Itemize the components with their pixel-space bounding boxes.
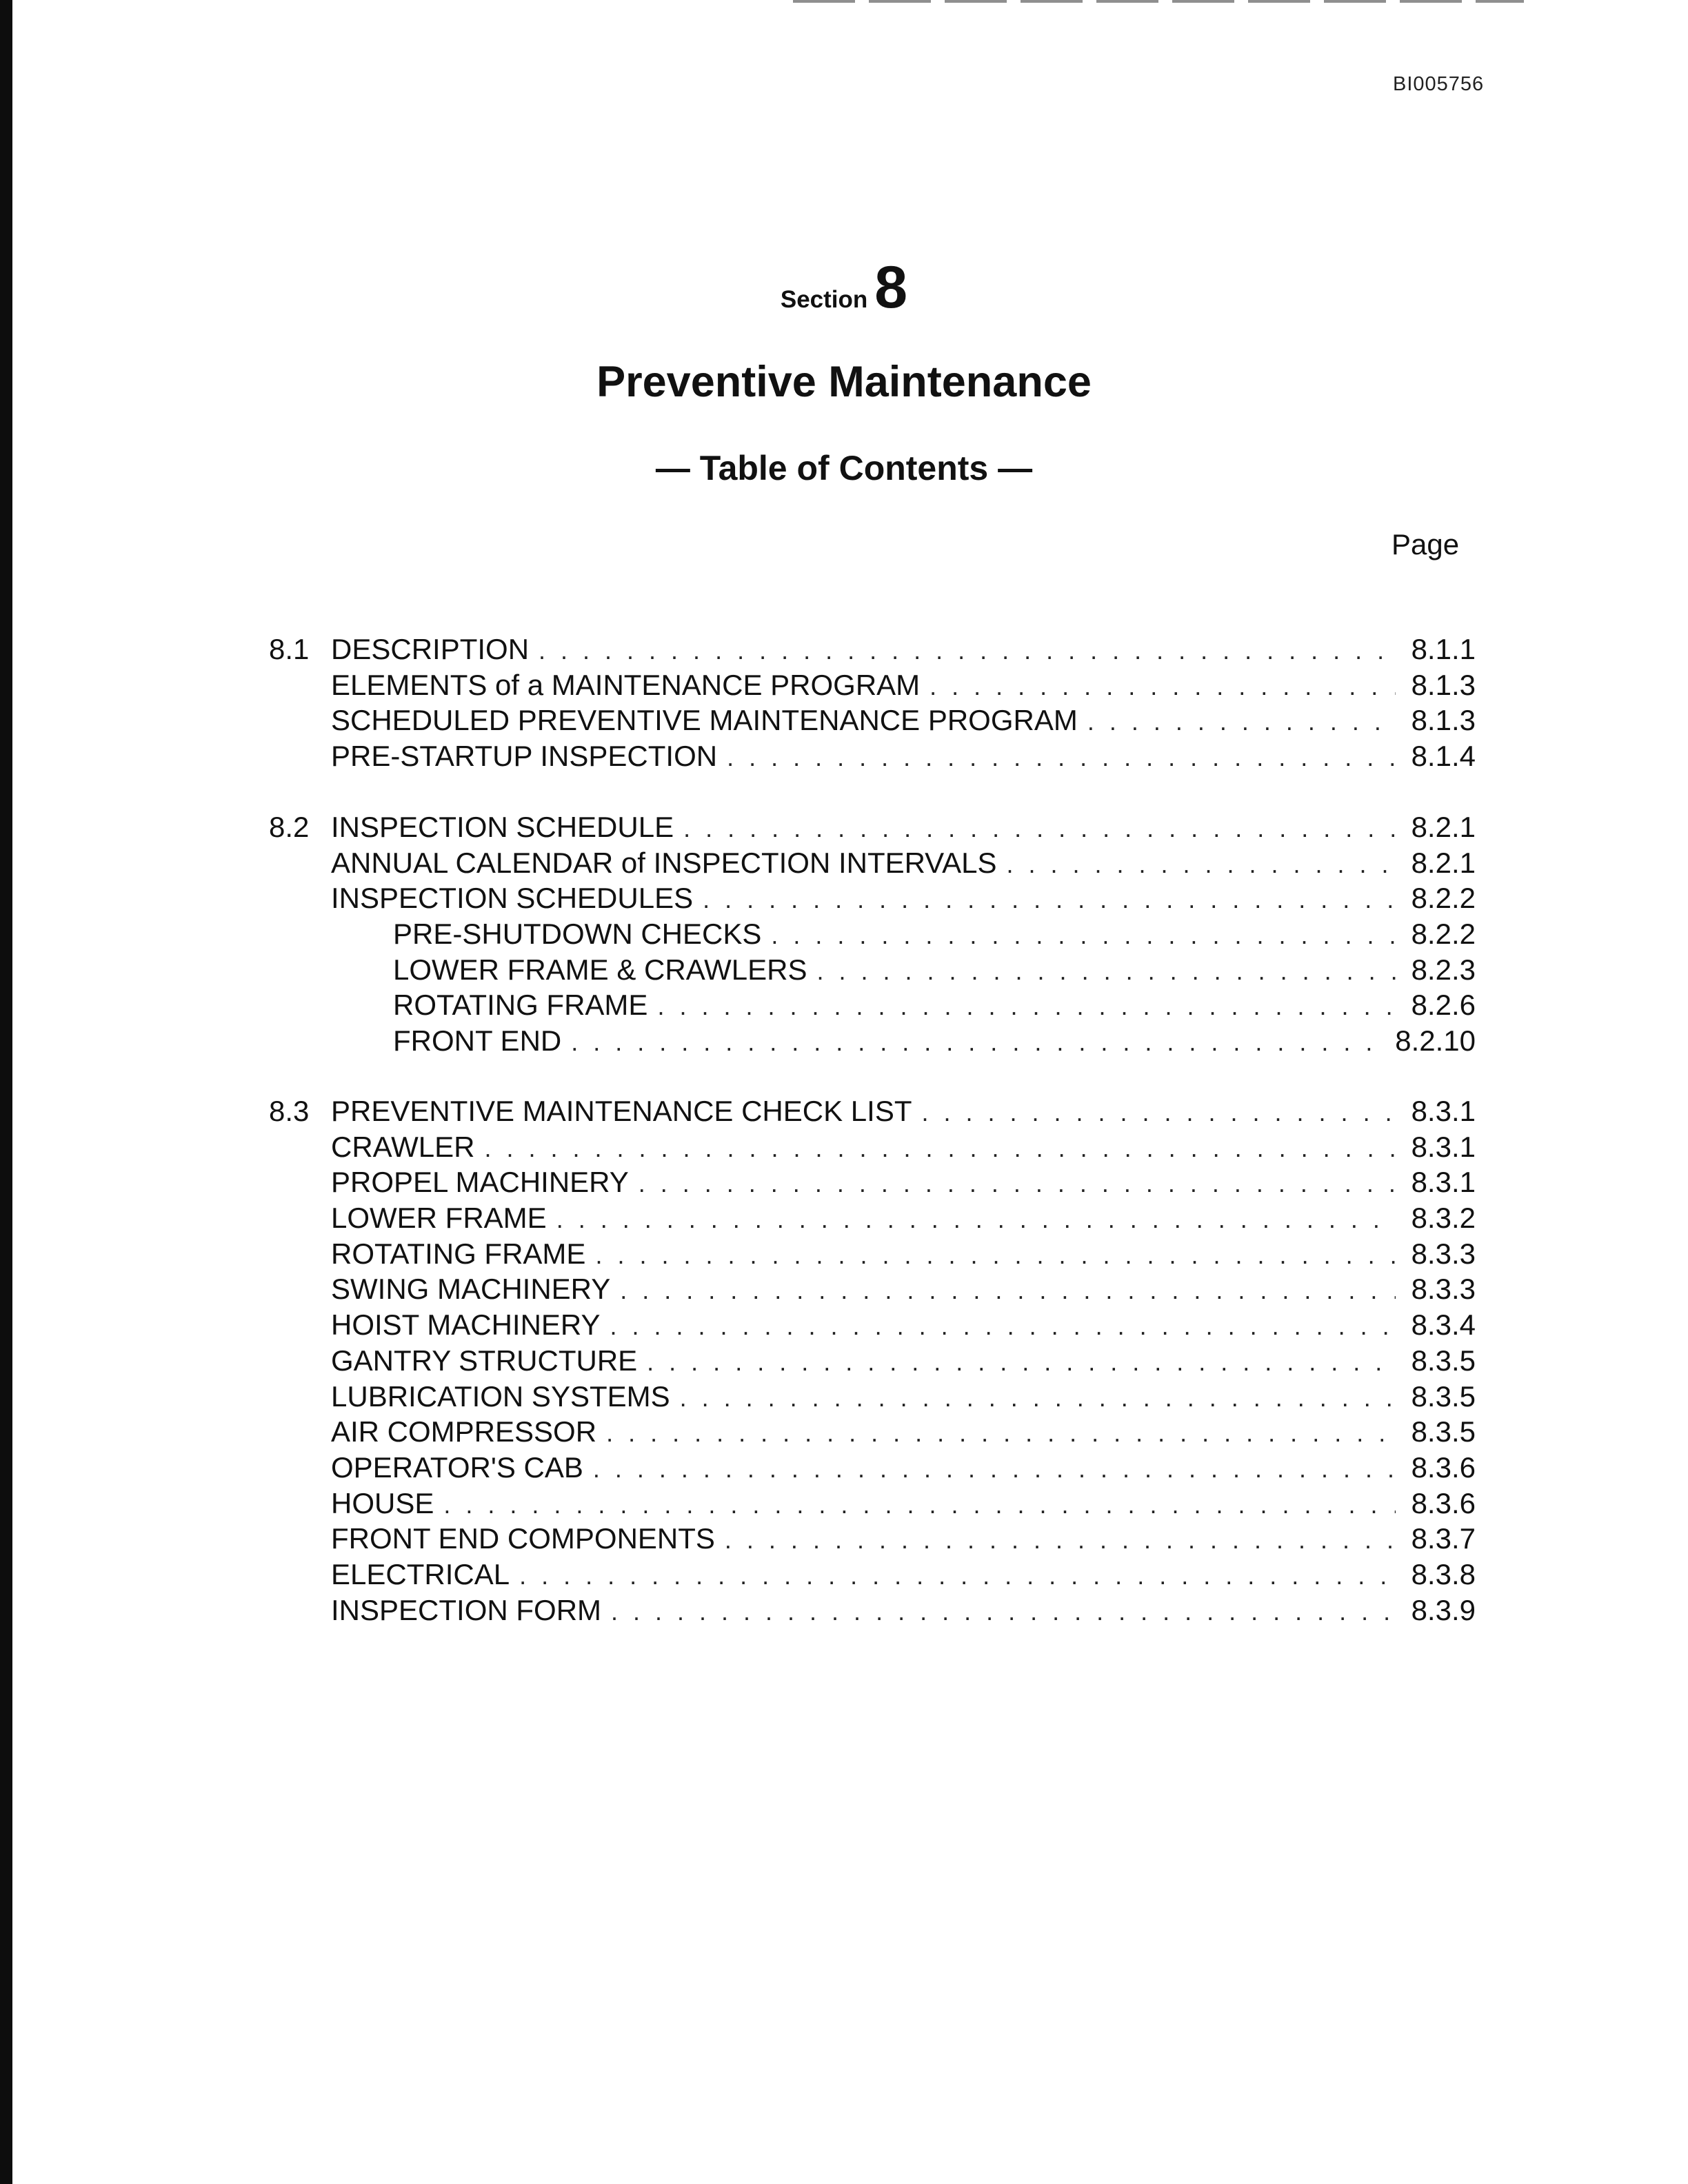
dot-leader	[647, 1348, 1396, 1377]
toc-entry	[269, 953, 1476, 989]
toc-entry-page: 8.3.8	[1411, 1557, 1476, 1590]
toc-group-8-1	[269, 633, 1476, 776]
dot-leader	[595, 1241, 1396, 1270]
toc-entry-label: INSPECTION FORM	[331, 1593, 602, 1626]
toc-entry-label: SWING MACHINERY	[331, 1273, 611, 1306]
toc-entry-page: 8.3.3	[1411, 1237, 1476, 1270]
toc-entry-page: 8.3.2	[1411, 1202, 1476, 1235]
toc-entry-page: 8.1.4	[1411, 740, 1476, 773]
toc-entry-page: 8.3.5	[1411, 1379, 1476, 1413]
toc-entry	[269, 1522, 1476, 1558]
section-number: 8	[874, 254, 908, 321]
dot-leader	[817, 957, 1396, 986]
toc-entry	[269, 1237, 1476, 1273]
toc-entry-label: CRAWLER	[331, 1130, 475, 1163]
dot-leader	[727, 743, 1396, 772]
toc-entry	[269, 1095, 1476, 1131]
toc-entry-page: 8.1.3	[1411, 668, 1476, 701]
toc-entry-page: 8.3.5	[1411, 1415, 1476, 1448]
dot-leader	[593, 1455, 1396, 1484]
section-label: Section	[780, 286, 868, 313]
toc-entry-label: HOUSE	[331, 1486, 434, 1519]
toc-entry-label: ELEMENTS of a MAINTENANCE PROGRAM	[331, 668, 921, 701]
toc-entry-label: DESCRIPTION	[331, 633, 530, 665]
toc-entry-label: SCHEDULED PREVENTIVE MAINTENANCE PROGRAM	[331, 704, 1078, 737]
toc-entry-label: GANTRY STRUCTURE	[331, 1344, 638, 1377]
toc-entry-page: 8.3.5	[1411, 1344, 1476, 1377]
dot-leader	[571, 1028, 1384, 1057]
dot-leader	[771, 921, 1396, 950]
dot-leader	[639, 1169, 1396, 1198]
toc-entry	[269, 1380, 1476, 1416]
toc-entry-page: 8.2.2	[1411, 918, 1476, 951]
dot-leader	[620, 1276, 1396, 1305]
toc-entry-page: 8.2.6	[1411, 989, 1476, 1022]
toc-entry-label: PRE-STARTUP INSPECTION	[331, 740, 718, 773]
dot-leader	[921, 1098, 1396, 1127]
dot-leader	[611, 1597, 1396, 1626]
toc-entry-label: ROTATING FRAME	[331, 1237, 586, 1270]
toc-entry	[269, 1415, 1476, 1451]
toc-group-8-2	[269, 811, 1476, 1060]
toc-entry-label: FRONT END	[393, 1024, 562, 1058]
section-heading	[0, 254, 1688, 322]
toc-entry-label: INSPECTION SCHEDULES	[331, 882, 694, 915]
toc-entry-label: AIR COMPRESSOR	[331, 1415, 597, 1448]
page-title: Preventive Maintenance	[596, 358, 1092, 406]
toc-entry-label: ELECTRICAL	[331, 1557, 510, 1590]
toc-entry	[269, 1131, 1476, 1166]
toc-entry	[269, 740, 1476, 776]
toc-entry	[269, 1024, 1476, 1060]
toc-entry-page: 8.2.3	[1411, 953, 1476, 986]
toc-entry-label: PRE-SHUTDOWN CHECKS	[393, 918, 762, 951]
dot-leader	[539, 636, 1396, 665]
toc-entry-page: 8.3.6	[1411, 1450, 1476, 1484]
dot-leader	[610, 1312, 1396, 1341]
toc-entry-number: 8.3	[269, 1095, 310, 1127]
toc-entry-page: 8.1.3	[1411, 704, 1476, 737]
dot-leader	[1006, 850, 1396, 879]
toc-entry-number: 8.1	[269, 633, 310, 665]
document-id: BI005756	[1393, 73, 1485, 95]
toc-entry-page: 8.3.6	[1411, 1486, 1476, 1519]
toc-entry-page: 8.3.9	[1411, 1593, 1476, 1626]
dot-leader	[556, 1205, 1396, 1234]
dot-leader	[657, 992, 1396, 1021]
dot-leader	[930, 672, 1396, 701]
toc-entry	[269, 633, 1476, 669]
dot-leader	[443, 1490, 1396, 1519]
toc-entry-page: 8.3.4	[1411, 1308, 1476, 1342]
toc-entry	[269, 669, 1476, 705]
toc-entry-label: LOWER FRAME	[331, 1202, 547, 1235]
page-column-header: Page	[1391, 528, 1460, 560]
toc-group-8-3	[269, 1095, 1476, 1629]
toc-entry-label: LOWER FRAME & CRAWLERS	[393, 953, 807, 986]
toc-entry	[269, 704, 1476, 740]
dot-leader	[606, 1419, 1396, 1448]
dot-leader	[703, 885, 1396, 914]
toc-entry	[269, 1308, 1476, 1344]
toc-entry-page: 8.3.1	[1411, 1095, 1476, 1127]
scan-top-rule	[793, 0, 1524, 3]
dot-leader	[680, 1384, 1396, 1413]
toc-entry	[269, 1594, 1476, 1630]
toc-entry-page: 8.3.1	[1411, 1166, 1476, 1199]
toc-entry-label: OPERATOR'S CAB	[331, 1450, 583, 1484]
dot-leader	[519, 1561, 1396, 1590]
toc-entry-page: 8.3.3	[1411, 1273, 1476, 1306]
toc-entry	[269, 847, 1476, 882]
toc-entry	[269, 1558, 1476, 1594]
toc-entry	[269, 1273, 1476, 1308]
toc-entry-label: ANNUAL CALENDAR of INSPECTION INTERVALS	[331, 846, 997, 879]
toc-entry	[269, 1451, 1476, 1487]
toc-entry-page: 8.1.1	[1411, 633, 1476, 665]
toc-entry-page: 8.3.7	[1411, 1522, 1476, 1555]
dot-leader	[1087, 707, 1396, 736]
toc-entry	[269, 918, 1476, 953]
toc-entry-page: 8.2.2	[1411, 882, 1476, 915]
toc-entry-label: INSPECTION SCHEDULE	[331, 811, 674, 843]
toc-entry	[269, 1487, 1476, 1523]
toc-entry-page: 8.2.1	[1411, 846, 1476, 879]
toc-entry	[269, 989, 1476, 1024]
toc-entry	[269, 1166, 1476, 1202]
toc-entry-label: HOIST MACHINERY	[331, 1308, 601, 1342]
toc-entry	[269, 1202, 1476, 1237]
dot-leader	[484, 1134, 1396, 1163]
toc-entry-number: 8.2	[269, 811, 310, 843]
toc-entry-label: ROTATING FRAME	[393, 989, 648, 1022]
toc-entry-page: 8.2.1	[1411, 811, 1476, 843]
toc-entry	[269, 811, 1476, 847]
toc-entry	[269, 1344, 1476, 1380]
toc-subtitle: — Table of Contents —	[655, 449, 1033, 487]
toc-entry-page: 8.3.1	[1411, 1130, 1476, 1163]
toc-entry-label: FRONT END COMPONENTS	[331, 1522, 715, 1555]
toc-entry	[269, 882, 1476, 918]
toc-entry-page: 8.2.10	[1395, 1024, 1476, 1058]
toc-entry-label: LUBRICATION SYSTEMS	[331, 1379, 670, 1413]
toc-entry-label: PREVENTIVE MAINTENANCE CHECK LIST	[331, 1095, 912, 1127]
toc-entry-label: PROPEL MACHINERY	[331, 1166, 629, 1199]
dot-leader	[683, 814, 1396, 843]
scan-left-border	[0, 0, 12, 2184]
dot-leader	[725, 1526, 1396, 1555]
